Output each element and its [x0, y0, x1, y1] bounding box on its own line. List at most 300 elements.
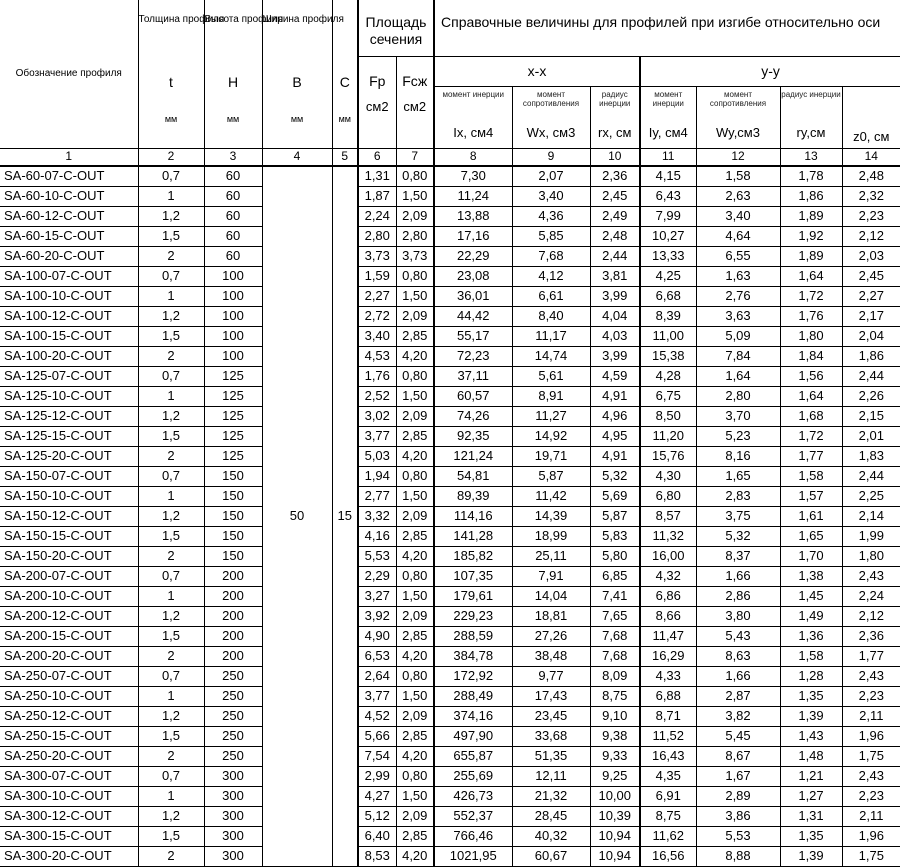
- profile-name-cell: SA-150-10-C-OUT: [0, 486, 138, 506]
- rx-cell: 4,96: [590, 406, 640, 426]
- fp-cell: 3,73: [358, 246, 396, 266]
- rx-cell: 4,04: [590, 306, 640, 326]
- thickness-cell: 0,7: [138, 266, 204, 286]
- area-header: Площадь сечения: [358, 0, 434, 56]
- rx-cell: 4,91: [590, 446, 640, 466]
- height-cell: 60: [204, 166, 262, 187]
- wy-cell: 3,86: [696, 806, 780, 826]
- iy-cell: 16,29: [640, 646, 696, 666]
- wy-cell: 1,66: [696, 566, 780, 586]
- ix-cell: 13,88: [434, 206, 512, 226]
- fp-cell: 2,64: [358, 666, 396, 686]
- thickness-cell: 2: [138, 546, 204, 566]
- rx-cell: 5,87: [590, 506, 640, 526]
- rx-cell: 2,44: [590, 246, 640, 266]
- wy-cell: 2,83: [696, 486, 780, 506]
- profile-name-cell: SA-150-07-C-OUT: [0, 466, 138, 486]
- wx-cell: 11,27: [512, 406, 590, 426]
- iy-cell: 4,15: [640, 166, 696, 187]
- column-number: 8: [434, 148, 512, 166]
- z0-cell: 1,75: [842, 746, 900, 766]
- profile-name-cell: SA-150-15-C-OUT: [0, 526, 138, 546]
- z0-cell: 2,43: [842, 566, 900, 586]
- ix-cell: 36,01: [434, 286, 512, 306]
- rx-cell: 6,85: [590, 566, 640, 586]
- thickness-cell: 1,2: [138, 306, 204, 326]
- height-cell: 100: [204, 306, 262, 326]
- z0-cell: 2,44: [842, 366, 900, 386]
- ix-cell: 55,17: [434, 326, 512, 346]
- ry-cell: 1,89: [780, 246, 842, 266]
- fp-cell: 5,53: [358, 546, 396, 566]
- wy-cell: 1,64: [696, 366, 780, 386]
- z0-cell: 2,11: [842, 706, 900, 726]
- profile-name-cell: SA-250-15-C-OUT: [0, 726, 138, 746]
- fp-cell: 1,76: [358, 366, 396, 386]
- fsj-cell: 4,20: [396, 746, 434, 766]
- table-row: [0, 566, 900, 586]
- iy-cell: 15,76: [640, 446, 696, 466]
- height-cell: 125: [204, 426, 262, 446]
- table-row: [0, 606, 900, 626]
- ry-cell: 1,36: [780, 626, 842, 646]
- ix-cell: 497,90: [434, 726, 512, 746]
- table-row: [0, 186, 900, 206]
- ix-cell: 54,81: [434, 466, 512, 486]
- z0-header: z0, см: [842, 86, 900, 148]
- height-cell: 200: [204, 646, 262, 666]
- iy-cell: 8,71: [640, 706, 696, 726]
- wy-cell: 8,67: [696, 746, 780, 766]
- thickness-cell: 2: [138, 746, 204, 766]
- table-row: [0, 746, 900, 766]
- height-cell: 150: [204, 526, 262, 546]
- column-number: 3: [204, 148, 262, 166]
- ry-cell: 1,45: [780, 586, 842, 606]
- ry-cell: 1,64: [780, 386, 842, 406]
- wx-cell: 5,85: [512, 226, 590, 246]
- thickness-cell: 1,2: [138, 806, 204, 826]
- ix-cell: 17,16: [434, 226, 512, 246]
- ry-cell: 1,48: [780, 746, 842, 766]
- ry-cell: 1,58: [780, 646, 842, 666]
- profile-name-cell: SA-100-12-C-OUT: [0, 306, 138, 326]
- z0-cell: 1,86: [842, 346, 900, 366]
- rx-cell: 3,81: [590, 266, 640, 286]
- height-cell: 200: [204, 606, 262, 626]
- iy-cell: 13,33: [640, 246, 696, 266]
- profile-name-cell: SA-125-15-C-OUT: [0, 426, 138, 446]
- rx-cell: 2,49: [590, 206, 640, 226]
- z0-cell: 2,43: [842, 766, 900, 786]
- fsj-cell: 2,85: [396, 726, 434, 746]
- height-cell: 150: [204, 546, 262, 566]
- table-row: [0, 706, 900, 726]
- fsj-cell: 1,50: [396, 486, 434, 506]
- wx-cell: 7,68: [512, 246, 590, 266]
- fsj-symbol: Fсж см2: [396, 56, 434, 148]
- profile-name-cell: SA-100-15-C-OUT: [0, 326, 138, 346]
- ry-cell: 1,31: [780, 806, 842, 826]
- height-cell: 200: [204, 626, 262, 646]
- designation-header: Обозначение профиля: [15, 68, 122, 80]
- height-cell: 200: [204, 586, 262, 606]
- wy-cell: 8,16: [696, 446, 780, 466]
- rx-cell: 10,00: [590, 786, 640, 806]
- wy-cell: 2,86: [696, 586, 780, 606]
- fsj-cell: 2,09: [396, 306, 434, 326]
- wy-cell: 3,75: [696, 506, 780, 526]
- iy-cell: 8,50: [640, 406, 696, 426]
- iy-header: Iy, см4: [640, 118, 696, 148]
- table-row: [0, 506, 900, 526]
- z0-cell: 2,23: [842, 786, 900, 806]
- ry-cell: 1,68: [780, 406, 842, 426]
- profile-name-cell: SA-300-07-C-OUT: [0, 766, 138, 786]
- table-body: [0, 166, 900, 867]
- wx-cell: 25,11: [512, 546, 590, 566]
- z0-cell: 2,17: [842, 306, 900, 326]
- profile-name-cell: SA-125-10-C-OUT: [0, 386, 138, 406]
- z0-cell: 2,48: [842, 166, 900, 187]
- thickness-cell: 1,5: [138, 226, 204, 246]
- height-cell: 300: [204, 846, 262, 866]
- thickness-cell: 0,7: [138, 766, 204, 786]
- profile-name-cell: SA-250-20-C-OUT: [0, 746, 138, 766]
- ix-cell: 426,73: [434, 786, 512, 806]
- fp-cell: 3,77: [358, 686, 396, 706]
- fp-cell: 2,24: [358, 206, 396, 226]
- profile-name-cell: SA-300-10-C-OUT: [0, 786, 138, 806]
- wx-cell: 4,36: [512, 206, 590, 226]
- fp-cell: 5,03: [358, 446, 396, 466]
- fp-cell: 7,54: [358, 746, 396, 766]
- ix-cell: 374,16: [434, 706, 512, 726]
- wx-cell: 8,40: [512, 306, 590, 326]
- rx-cell: 4,95: [590, 426, 640, 446]
- fp-cell: 5,66: [358, 726, 396, 746]
- profile-name-cell: SA-60-10-C-OUT: [0, 186, 138, 206]
- width-merged-cell: 50: [262, 166, 332, 867]
- table-row: [0, 826, 900, 846]
- rx-cell: 8,09: [590, 666, 640, 686]
- height-cell: 60: [204, 246, 262, 266]
- rx-cell: 4,03: [590, 326, 640, 346]
- table-row: [0, 466, 900, 486]
- t-symbol: t мм: [138, 56, 204, 148]
- z0-cell: 1,96: [842, 726, 900, 746]
- ry-cell: 1,57: [780, 486, 842, 506]
- fp-cell: 3,02: [358, 406, 396, 426]
- fsj-cell: 2,85: [396, 526, 434, 546]
- wy-cell: 7,84: [696, 346, 780, 366]
- table-row: [0, 846, 900, 866]
- height-cell: 150: [204, 486, 262, 506]
- fp-cell: 8,53: [358, 846, 396, 866]
- fsj-cell: 2,09: [396, 406, 434, 426]
- fp-cell: 1,59: [358, 266, 396, 286]
- iy-cell: 4,30: [640, 466, 696, 486]
- wy-cell: 2,87: [696, 686, 780, 706]
- wy-cell: 5,32: [696, 526, 780, 546]
- rx-cell: 9,38: [590, 726, 640, 746]
- wx-cell: 28,45: [512, 806, 590, 826]
- thickness-cell: 2: [138, 346, 204, 366]
- wy-cell: 8,37: [696, 546, 780, 566]
- fsj-cell: 2,09: [396, 506, 434, 526]
- profile-name-cell: SA-60-07-C-OUT: [0, 166, 138, 187]
- fp-cell: 2,77: [358, 486, 396, 506]
- table-row: [0, 766, 900, 786]
- wy-cell: 3,70: [696, 406, 780, 426]
- height-cell: 125: [204, 366, 262, 386]
- wy-cell: 2,80: [696, 386, 780, 406]
- wx-cell: 5,87: [512, 466, 590, 486]
- ry-cell: 1,39: [780, 846, 842, 866]
- height-cell: 100: [204, 326, 262, 346]
- z0-cell: 2,36: [842, 626, 900, 646]
- table-row: [0, 166, 900, 187]
- iy-cell: 16,43: [640, 746, 696, 766]
- ry-cell: 1,27: [780, 786, 842, 806]
- wy-cell: 1,66: [696, 666, 780, 686]
- z0-cell: 1,77: [842, 646, 900, 666]
- ix-cell: 288,59: [434, 626, 512, 646]
- profile-name-cell: SA-125-12-C-OUT: [0, 406, 138, 426]
- thickness-cell: 0,7: [138, 566, 204, 586]
- iy-cell: 4,35: [640, 766, 696, 786]
- c-header-top: [332, 0, 358, 56]
- column-number: 4: [262, 148, 332, 166]
- ry-cell: 1,78: [780, 166, 842, 187]
- fsj-cell: 0,80: [396, 666, 434, 686]
- rx-cell: 9,10: [590, 706, 640, 726]
- thickness-cell: 1: [138, 186, 204, 206]
- fsj-cell: 2,80: [396, 226, 434, 246]
- ry-cell: 1,21: [780, 766, 842, 786]
- table-row: [0, 346, 900, 366]
- fsj-cell: 2,09: [396, 606, 434, 626]
- z0-cell: 1,96: [842, 826, 900, 846]
- ry-cell: 1,92: [780, 226, 842, 246]
- wy-cell: 2,63: [696, 186, 780, 206]
- ix-cell: 1021,95: [434, 846, 512, 866]
- table-row: [0, 666, 900, 686]
- ry-cell: 1,49: [780, 606, 842, 626]
- table-row: [0, 226, 900, 246]
- rx-cell: 7,68: [590, 646, 640, 666]
- rx-cell: 10,94: [590, 826, 640, 846]
- ry-cell: 1,43: [780, 726, 842, 746]
- fp-cell: 5,12: [358, 806, 396, 826]
- rx-cell: 3,99: [590, 346, 640, 366]
- table-row: [0, 786, 900, 806]
- z0-cell: 2,14: [842, 506, 900, 526]
- fp-cell: 3,27: [358, 586, 396, 606]
- b-symbol: B мм: [262, 56, 332, 148]
- wy-cell: 1,63: [696, 266, 780, 286]
- wy-cell: 5,43: [696, 626, 780, 646]
- table-row: [0, 526, 900, 546]
- height-cell: 125: [204, 446, 262, 466]
- profile-name-cell: SA-250-10-C-OUT: [0, 686, 138, 706]
- height-cell: 300: [204, 786, 262, 806]
- wx-cell: 6,61: [512, 286, 590, 306]
- ix-cell: 74,26: [434, 406, 512, 426]
- z0-cell: 2,43: [842, 666, 900, 686]
- wx-cell: 17,43: [512, 686, 590, 706]
- ix-cell: 44,42: [434, 306, 512, 326]
- z0-cell: 2,32: [842, 186, 900, 206]
- fsj-cell: 2,09: [396, 706, 434, 726]
- rx-cell: 3,99: [590, 286, 640, 306]
- ix-cell: 229,23: [434, 606, 512, 626]
- ry-cell: 1,86: [780, 186, 842, 206]
- fsj-cell: 4,20: [396, 446, 434, 466]
- ix-cell: 766,46: [434, 826, 512, 846]
- ry-cell: 1,38: [780, 566, 842, 586]
- wy-cell: 2,89: [696, 786, 780, 806]
- fp-cell: 6,40: [358, 826, 396, 846]
- height-cell: 125: [204, 406, 262, 426]
- thickness-cell: 1,2: [138, 206, 204, 226]
- rx-cell: 4,91: [590, 386, 640, 406]
- wx-cell: 51,35: [512, 746, 590, 766]
- profile-name-cell: SA-300-12-C-OUT: [0, 806, 138, 826]
- ry-header: ry,см: [780, 118, 842, 148]
- fsj-cell: 1,50: [396, 386, 434, 406]
- thickness-cell: 1,2: [138, 406, 204, 426]
- ix-cell: 255,69: [434, 766, 512, 786]
- thickness-cell: 1: [138, 386, 204, 406]
- ix-cell: 72,23: [434, 346, 512, 366]
- ix-cell: 384,78: [434, 646, 512, 666]
- wy-cell: 4,64: [696, 226, 780, 246]
- ix-cell: 141,28: [434, 526, 512, 546]
- ix-cell: 552,37: [434, 806, 512, 826]
- c-merged-cell: 15: [332, 166, 358, 867]
- thickness-header: Толщина профиля: [138, 0, 204, 56]
- height-cell: 100: [204, 266, 262, 286]
- wx-cell: 23,45: [512, 706, 590, 726]
- fsj-cell: 2,85: [396, 626, 434, 646]
- profile-name-cell: SA-125-20-C-OUT: [0, 446, 138, 466]
- z0-cell: 1,99: [842, 526, 900, 546]
- height-cell: 150: [204, 506, 262, 526]
- z0-cell: 2,03: [842, 246, 900, 266]
- width-header: Ширина профиля: [262, 0, 332, 56]
- fp-cell: 4,27: [358, 786, 396, 806]
- fsj-cell: 4,20: [396, 846, 434, 866]
- iy-cell: 6,88: [640, 686, 696, 706]
- height-cell: 60: [204, 186, 262, 206]
- thickness-cell: 1: [138, 486, 204, 506]
- iy-cell: 8,75: [640, 806, 696, 826]
- wx-cell: 14,04: [512, 586, 590, 606]
- fp-cell: 3,92: [358, 606, 396, 626]
- profile-name-cell: SA-200-10-C-OUT: [0, 586, 138, 606]
- ix-cell: 22,29: [434, 246, 512, 266]
- thickness-cell: 1: [138, 586, 204, 606]
- z0-cell: 2,25: [842, 486, 900, 506]
- fp-cell: 4,52: [358, 706, 396, 726]
- profile-name-cell: SA-100-07-C-OUT: [0, 266, 138, 286]
- profile-name-cell: SA-200-07-C-OUT: [0, 566, 138, 586]
- iy-cell: 4,32: [640, 566, 696, 586]
- height-cell: 250: [204, 706, 262, 726]
- fsj-cell: 3,73: [396, 246, 434, 266]
- ry-cell: 1,80: [780, 326, 842, 346]
- ry-cell: 1,28: [780, 666, 842, 686]
- fp-cell: 3,40: [358, 326, 396, 346]
- reference-values-header: Справочные величины для профилей при изгибе относительно оси: [434, 0, 900, 56]
- iy-cell: 6,43: [640, 186, 696, 206]
- profile-name-cell: SA-150-20-C-OUT: [0, 546, 138, 566]
- height-cell: 250: [204, 726, 262, 746]
- wx-cell: 18,99: [512, 526, 590, 546]
- rx-header: rx, см: [590, 118, 640, 148]
- rx-cell: 5,32: [590, 466, 640, 486]
- rx-cell: 9,25: [590, 766, 640, 786]
- table-row: [0, 406, 900, 426]
- table-row: [0, 686, 900, 706]
- rx-cell: 7,65: [590, 606, 640, 626]
- thickness-cell: 0,7: [138, 666, 204, 686]
- rx-cell: 10,94: [590, 846, 640, 866]
- fp-cell: 2,72: [358, 306, 396, 326]
- ix-cell: 107,35: [434, 566, 512, 586]
- h-symbol: H мм: [204, 56, 262, 148]
- table-row: [0, 426, 900, 446]
- fsj-cell: 2,85: [396, 326, 434, 346]
- wy-cell: 3,82: [696, 706, 780, 726]
- wx-cell: 9,77: [512, 666, 590, 686]
- fsj-cell: 2,09: [396, 806, 434, 826]
- fsj-cell: 1,50: [396, 286, 434, 306]
- ry-cell: 1,35: [780, 686, 842, 706]
- profile-name-cell: SA-250-12-C-OUT: [0, 706, 138, 726]
- z0-cell: 2,12: [842, 606, 900, 626]
- wx-cell: 5,61: [512, 366, 590, 386]
- fsj-cell: 1,50: [396, 186, 434, 206]
- profile-name-cell: SA-60-15-C-OUT: [0, 226, 138, 246]
- wy-cell: 3,63: [696, 306, 780, 326]
- height-cell: 60: [204, 206, 262, 226]
- profile-name-cell: SA-200-12-C-OUT: [0, 606, 138, 626]
- column-number: 13: [780, 148, 842, 166]
- wx-cell: 14,74: [512, 346, 590, 366]
- z0-cell: 2,23: [842, 206, 900, 226]
- height-cell: 250: [204, 666, 262, 686]
- iy-cell: 11,47: [640, 626, 696, 646]
- height-cell: 60: [204, 226, 262, 246]
- thickness-cell: 1,5: [138, 726, 204, 746]
- ix-cell: 114,16: [434, 506, 512, 526]
- rx-cell: 2,48: [590, 226, 640, 246]
- wx-cell: 11,17: [512, 326, 590, 346]
- height-header: Высота профиля: [204, 0, 262, 56]
- ix-cell: 655,87: [434, 746, 512, 766]
- wx-cell: 14,39: [512, 506, 590, 526]
- table-row: [0, 726, 900, 746]
- iy-cell: 4,33: [640, 666, 696, 686]
- z0-cell: 1,75: [842, 846, 900, 866]
- wx-cell: 21,32: [512, 786, 590, 806]
- table-row: [0, 546, 900, 566]
- profile-name-cell: SA-200-20-C-OUT: [0, 646, 138, 666]
- z0-cell: 2,26: [842, 386, 900, 406]
- iy-cell: 8,66: [640, 606, 696, 626]
